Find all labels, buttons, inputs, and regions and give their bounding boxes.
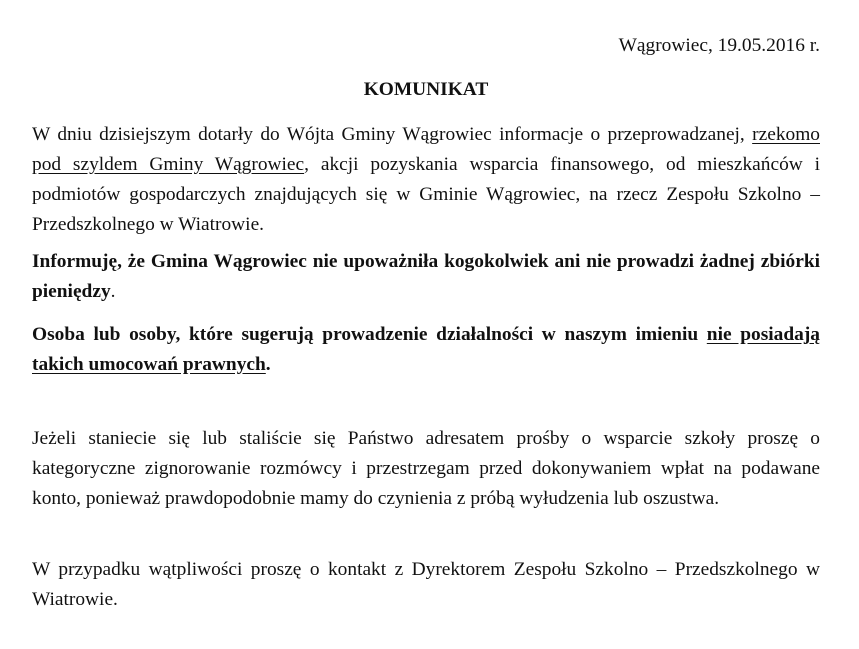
paragraph-advice: Jeżeli staniecie się lub staliście się Państwo adresatem prośby o wsparcie szkoły proszę o kategoryczne zignorowanie rozmówcy i przestrzegam przed dokonywaniem wpłat na podawane konto, ponieważ prawdopodobnie mamy do czynienia z próbą wyłudzenia lub oszustwa. (32, 428, 820, 509)
place-date: Wągrowiec, 19.05.2016 r. (618, 35, 820, 56)
paragraph-warning (32, 320, 820, 380)
paragraph-text: . (110, 281, 116, 302)
paragraph-text: W dniu dzisiejszym dotarły do Wójta Gminy Wągrowiec informacje o przeprowadzanej, (32, 124, 753, 145)
paragraph-information (32, 120, 820, 240)
paragraph-contact: W przypadku wątpliwości proszę o kontakt z Dyrektorem Zespołu Szkolno – Przedszkolnego w Wiatrowie. (32, 559, 820, 610)
paragraph-text: , akcji pozyskania wsparcia finansowego, od mieszkańców i podmiotów gospodarczych znajdujących się w Gminie Wągrowiec, na rzecz Zespołu Szkolno – Przedszkolnego w Wiatrowie. (32, 154, 821, 235)
document-title: KOMUNIKAT (363, 79, 489, 100)
bold-text: Informuję, że Gmina Wągrowiec nie upoważniła kogokolwiek ani nie prowadzi żadnej zbiórki pieniędzy (32, 251, 820, 302)
bold-underlined-phrase: nie posiadają takich umocowań prawnych (32, 324, 820, 375)
underlined-phrase: rzekomo pod szyldem Gminy Wągrowiec (32, 124, 820, 175)
paragraph-statement (32, 247, 820, 307)
bold-text: Osoba lub osoby, które sugerują prowadzenie działalności w naszym imieniu (32, 324, 707, 345)
bold-text: . (265, 354, 271, 375)
